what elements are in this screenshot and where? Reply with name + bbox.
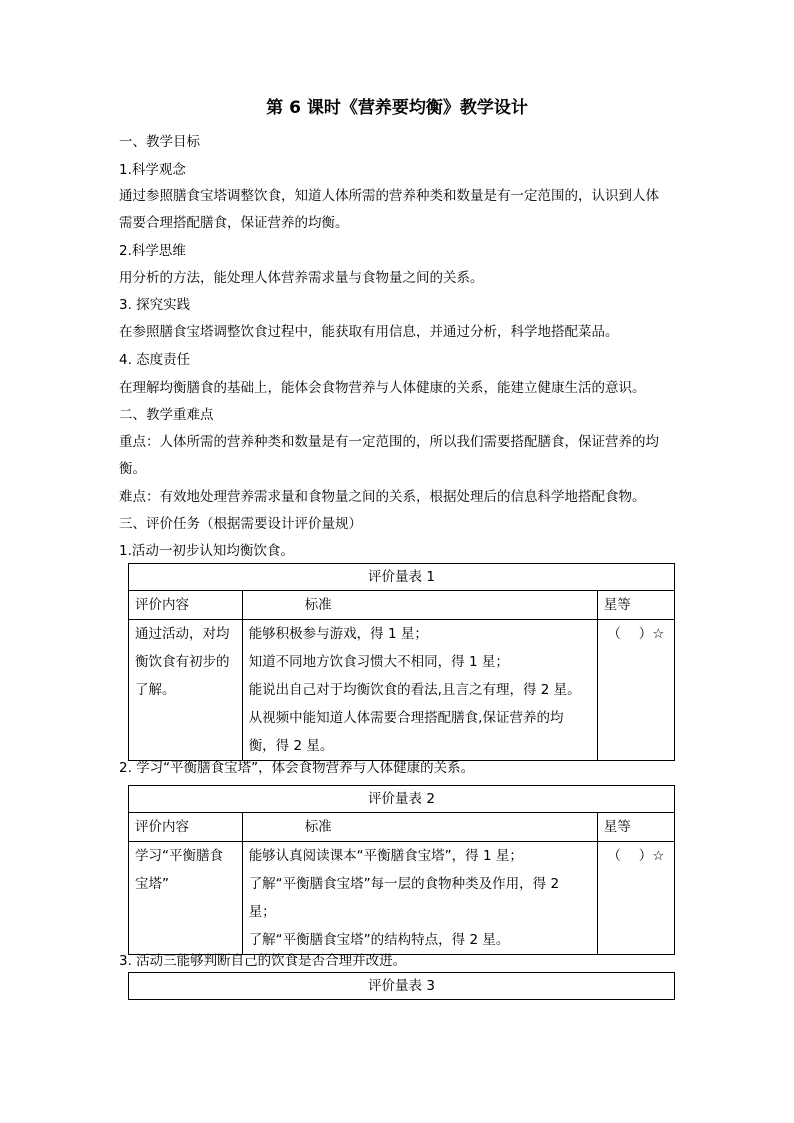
- table-caption: 评价量表 1: [129, 564, 675, 591]
- subheading-science-concept: 1.科学观念: [119, 162, 186, 178]
- cell-stars: （ ）☆: [597, 620, 674, 761]
- criteria-line: 了解“平衡膳食宝塔”每一层的食物种类及作用，得 2: [248, 876, 560, 892]
- document-title: 第 6 课时《营养要均衡》教学设计: [266, 98, 528, 118]
- table-caption: 评价量表 2: [129, 786, 675, 813]
- paragraph-science-thinking: 用分析的方法，能处理人体营养需求量与食物量之间的关系。: [119, 270, 484, 286]
- subheading-inquiry-practice: 3. 探究实践: [119, 297, 191, 313]
- header-stars: 星等: [597, 813, 674, 842]
- activity-3-heading: 3. 活动三能够判断自己的饮食是否合理并改进。: [119, 953, 407, 969]
- header-stars: 星等: [597, 591, 674, 620]
- content-line: 学习“平衡膳食: [135, 848, 223, 864]
- paragraph-inquiry-practice: 在参照膳食宝塔调整饮食过程中，能获取有用信息，并通过分析，科学地搭配菜品。: [119, 324, 619, 340]
- cell-content: [129, 842, 243, 955]
- evaluation-table-2: [128, 785, 675, 955]
- criteria-line: 能够积极参与游戏，得 1 星；: [248, 626, 428, 642]
- section-heading-key-points: 二、教学重难点: [119, 407, 214, 423]
- cell-criteria: [242, 842, 597, 955]
- criteria-line: 星；: [248, 904, 276, 920]
- section-heading-objectives: 一、教学目标: [119, 134, 200, 150]
- criteria-line: 了解“平衡膳食宝塔”的结构特点，得 2 星。: [248, 932, 510, 948]
- content-line: 衡饮食有初步的: [135, 654, 230, 670]
- header-criteria: 标准: [242, 591, 597, 620]
- header-content: 评价内容: [129, 813, 243, 842]
- cell-criteria: [242, 620, 597, 761]
- content-line: 了解。: [135, 682, 176, 698]
- paragraph-science-concept-1: 通过参照膳食宝塔调整饮食，知道人体所需的营养种类和数量是有一定范围的，认识到人体: [119, 188, 659, 204]
- table-caption: 评价量表 3: [129, 973, 675, 1000]
- activity-2-heading: 2. 学习“平衡膳食宝塔”，体会食物营养与人体健康的关系。: [119, 760, 475, 776]
- subheading-attitude: 4. 态度责任: [119, 352, 191, 368]
- subheading-science-thinking: 2.科学思维: [119, 243, 186, 259]
- criteria-line: 能够认真阅读课本“平衡膳食宝塔”，得 1 星；: [248, 848, 523, 864]
- paragraph-key-point-1: 重点：人体所需的营养种类和数量是有一定范围的，所以我们需要搭配膳食，保证营养的均: [119, 434, 659, 450]
- evaluation-table-3: [128, 972, 675, 1000]
- paragraph-difficult-point: 难点：有效地处理营养需求量和食物量之间的关系，根据处理后的信息科学地搭配食物。: [119, 489, 646, 505]
- paragraph-key-point-2: 衡。: [119, 461, 146, 477]
- cell-stars: （ ）☆: [597, 842, 674, 955]
- paragraph-science-concept-2: 需要合理搭配膳食，保证营养的均衡。: [119, 215, 349, 231]
- section-heading-evaluation: 三、评价任务（根据需要设计评价量规）: [119, 516, 362, 532]
- criteria-line: 能说出自己对于均衡饮食的看法,且言之有理，得 2 星。: [248, 682, 581, 698]
- evaluation-table-1: [128, 563, 675, 761]
- criteria-line: 知道不同地方饮食习惯大不相同，得 1 星；: [248, 654, 509, 670]
- header-content: 评价内容: [129, 591, 243, 620]
- header-criteria: 标准: [242, 813, 597, 842]
- activity-1-heading: 1.活动一初步认知均衡饮食。: [119, 543, 294, 559]
- criteria-line: 从视频中能知道人体需要合理搭配膳食,保证营养的均: [248, 710, 564, 726]
- cell-content: [129, 620, 243, 761]
- content-line: 通过活动，对均: [135, 626, 230, 642]
- criteria-line: 衡，得 2 星。: [248, 738, 334, 754]
- paragraph-attitude: 在理解均衡膳食的基础上，能体会食物营养与人体健康的关系，能建立健康生活的意识。: [119, 380, 646, 396]
- content-line: 宝塔”: [135, 876, 169, 892]
